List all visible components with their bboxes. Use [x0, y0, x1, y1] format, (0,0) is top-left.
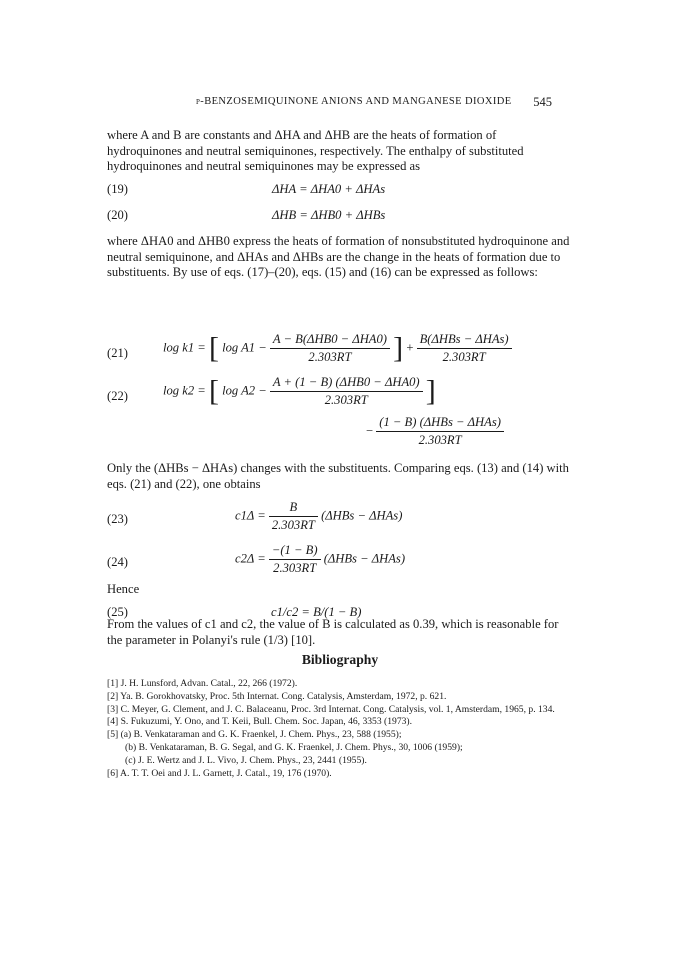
- equation-21-numerator-1: A − B(ΔHB0 − ΔHA0): [270, 332, 390, 349]
- equation-21-number: (21): [107, 346, 128, 360]
- equation-22-minus: −: [366, 423, 374, 438]
- equation-21-fraction-2: [417, 332, 512, 365]
- reference-5a: [107, 729, 577, 742]
- equation-21-numerator-2: B(ΔHBs − ΔHAs): [417, 332, 512, 349]
- reference-3-text: [3] C. Meyer, G. Clement, and J. C. Balaceanu, Proc. 3rd Internat. Cong. Catalysis, vol. 1, Amsterdam, 1965, p. 134.: [107, 703, 555, 715]
- equation-24-rhs: (ΔHBs − ΔHAs): [323, 551, 406, 566]
- reference-list: [107, 678, 577, 780]
- equation-21-plus: +: [406, 340, 414, 355]
- reference-2: [107, 691, 577, 704]
- equation-24: [235, 543, 405, 576]
- reference-5c: [107, 755, 577, 768]
- equation-22-fraction-1: [270, 375, 423, 408]
- equation-21-log-term: log A1 −: [222, 340, 267, 355]
- equation-23-denominator: 2.303RT: [271, 518, 315, 532]
- bibliography-heading: Bibliography: [301, 652, 379, 667]
- equation-24-number: (24): [107, 555, 128, 569]
- reference-3: [107, 704, 577, 717]
- reference-2-text: [2] Ya. B. Gorokhovatsky, Proc. 5th Internat. Cong. Catalysis, Amsterdam, 1972, p. 621.: [107, 690, 447, 702]
- equation-22-log-term: log A2 −: [222, 383, 267, 398]
- equation-21-denominator-1: 2.303RT: [308, 350, 352, 364]
- equation-24-numerator: −(1 − B): [269, 543, 321, 560]
- equation-24-denominator: 2.303RT: [273, 561, 317, 575]
- right-bracket: ]: [393, 331, 404, 365]
- reference-5a-text: [5] (a) B. Venkataraman and G. K. Fraenkel, J. Chem. Phys., 23, 588 (1955);: [107, 729, 402, 741]
- equation-24-lhs: c2Δ =: [235, 551, 266, 566]
- reference-6: [107, 768, 577, 781]
- equation-23-rhs: (ΔHBs − ΔHAs): [321, 508, 403, 523]
- equation-23-number: (23): [107, 512, 128, 526]
- equation-22-lhs: log k2 =: [163, 383, 206, 398]
- reference-6-text: [6] A. T. T. Oei and J. L. Garnett, J. Catal., 19, 176 (1970).: [107, 767, 332, 779]
- reference-5b-text: (b) B. Venkataraman, B. G. Segal, and G. K. Fraenkel, J. Chem. Phys., 30, 1006 (1959);: [125, 741, 463, 753]
- reference-1: [107, 678, 577, 691]
- paragraph-conclusion: From the values of c1 and c2, the value of B is calculated as 0.39, which is reasonable for the parameter in Polanyi's rule (1/3) [10].: [107, 617, 559, 647]
- equation-25-number: (25): [107, 605, 128, 619]
- equation-24-fraction: [269, 543, 321, 576]
- equation-23-lhs: c1Δ =: [235, 508, 266, 523]
- equation-20-number: (20): [107, 208, 128, 222]
- paragraph-intro: where A and B are constants and ΔHA and ΔHB are the heats of formation of hydroquinones and neutral semiquinones, respectively. The enthalpy of substituted hydroquinones and neutral semiquinones may be expressed as: [107, 128, 524, 174]
- reference-4-text: [4] S. Fukuzumi, Y. Ono, and T. Keii, Bull. Chem. Soc. Japan, 46, 3353 (1973).: [107, 716, 413, 728]
- running-head-title: p-BENZOSEMIQUINONE ANIONS AND MANGANESE DIOXIDE: [196, 96, 512, 107]
- equation-22-numerator-2: (1 − B) (ΔHBs − ΔHAs): [376, 415, 504, 432]
- equation-21-fraction-1: [270, 332, 390, 365]
- equation-22-numerator-1: A + (1 − B) (ΔHB0 − ΔHA0): [270, 375, 423, 392]
- page-number: 545: [533, 95, 552, 109]
- equation-22-number: (22): [107, 389, 128, 403]
- paragraph-definitions: where ΔHA0 and ΔHB0 express the heats of formation of nonsubstituted hydroquinone and neutral semiquinone, and ΔHAs and ΔHBs are the change in the heats of formation due to substituents. By use of eqs. (17)–(20), eqs. (15) and (16) can be expressed as follows:: [107, 234, 570, 280]
- equation-19: ΔHA = ΔHA0 + ΔHAs: [272, 182, 386, 196]
- equation-22-denominator-2: 2.303RT: [418, 433, 462, 447]
- equation-22: [163, 375, 436, 408]
- hence-text: Hence: [107, 582, 140, 596]
- right-bracket: ]: [425, 374, 436, 408]
- paragraph-comparison: Only the (ΔHBs − ΔHAs) changes with the substituents. Comparing eqs. (13) and (14) with eqs. (21) and (22), one obtains: [107, 461, 569, 491]
- reference-5b: [107, 742, 577, 755]
- equation-22-fraction-2: [376, 415, 504, 448]
- equation-25: c1/c2 = B/(1 − B): [271, 605, 362, 619]
- equation-22-continuation: [366, 415, 504, 448]
- equation-22-denominator-1: 2.303RT: [324, 393, 368, 407]
- equation-23-numerator: B: [269, 500, 318, 517]
- equation-23: [235, 500, 402, 533]
- equation-23-fraction: [269, 500, 318, 533]
- equation-21-denominator-2: 2.303RT: [442, 350, 486, 364]
- left-bracket: [: [208, 331, 219, 365]
- reference-5c-text: (c) J. E. Wertz and J. L. Vivo, J. Chem. Phys., 23, 2441 (1955).: [125, 754, 367, 766]
- equation-21-lhs: log k1 =: [163, 340, 206, 355]
- equation-19-number: (19): [107, 182, 128, 196]
- left-bracket: [: [208, 374, 219, 408]
- equation-21: [163, 332, 512, 365]
- reference-1-text: [1] J. H. Lunsford, Advan. Catal., 22, 266 (1972).: [107, 678, 298, 689]
- equation-20: ΔHB = ΔHB0 + ΔHBs: [272, 208, 386, 222]
- reference-4: [107, 716, 577, 729]
